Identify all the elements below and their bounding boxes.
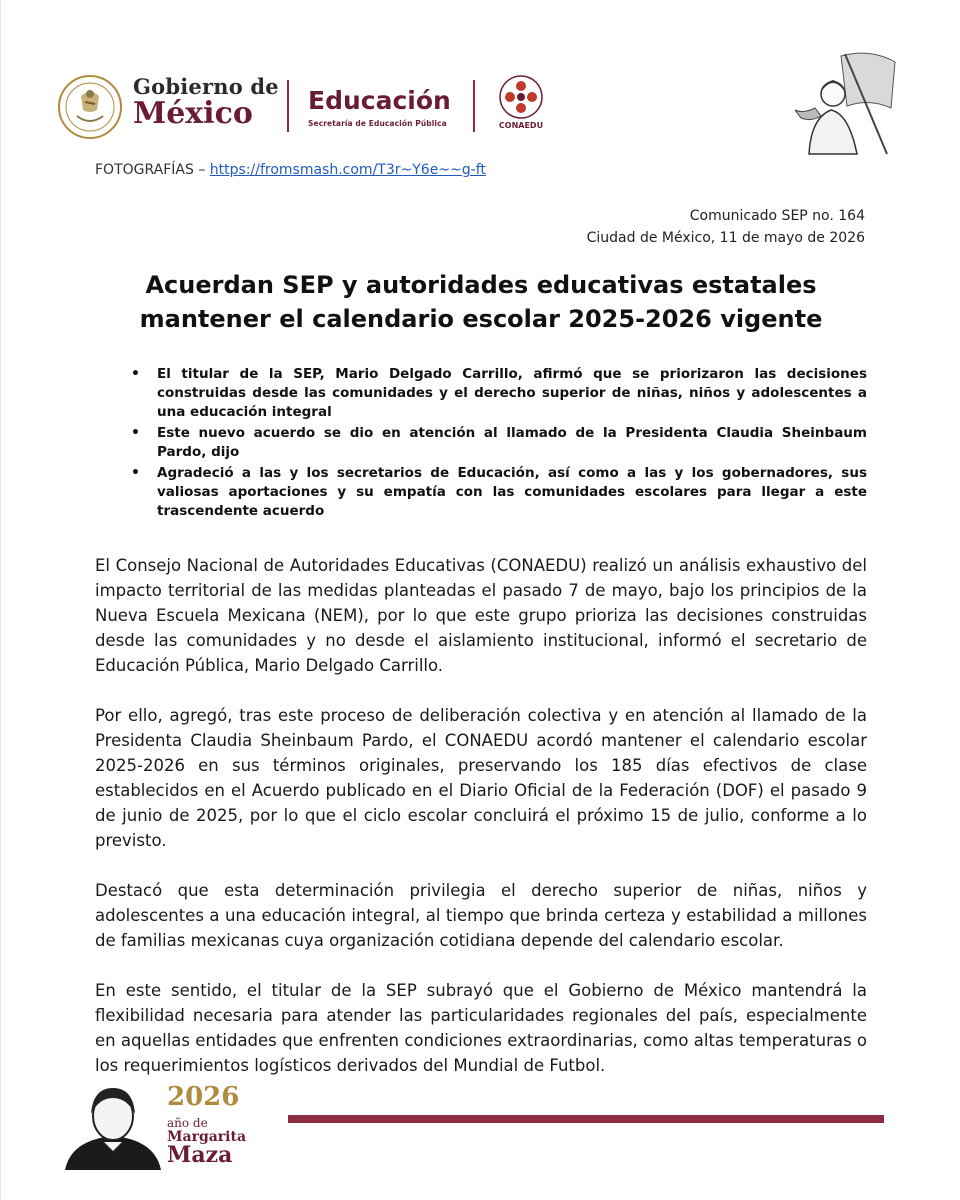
- paragraph: En este sentido, el titular de la SEP subrayó que el Gobierno de México mantendrá la flexibilidad necesaria para atender las particularidades regionales del país, especialmente en aquellas entidades que enfrenten condiciones extraordinarias, como altas temperaturas o los requerimientos logísticos derivados del Mundial de Futbol.: [95, 981, 867, 1075]
- bullet-item: • Este nuevo acuerdo se dio en atención al llamado de la Presidenta Claudia Sheinbaum Pardo, dijo: [131, 424, 867, 462]
- header-logos: [53, 70, 573, 140]
- paragraph: Por ello, agregó, tras este proceso de deliberación colectiva y en atención al llamado de la Presidenta Claudia Sheinbaum Pardo, el CONAEDU acordó mantener el calendario escolar 2025-2026 en sus términos originales, preservando los 185 días efectivos de clase establecidos en el Acuerdo publicado en el Diario Oficial de la Federación (DOF) el pasado 9 de junio de 2025, por lo que el ciclo escolar concluirá el próximo 15 de julio, conforme a lo previsto.: [95, 706, 867, 850]
- badge-year: 2026: [167, 1082, 240, 1112]
- communique-number: Comunicado SEP no. 164: [689, 208, 865, 224]
- portrait-illustration-icon: [61, 1080, 165, 1170]
- margarita-maza-badge: [61, 1080, 261, 1172]
- badge-name-first: Margarita: [167, 1129, 247, 1145]
- gobierno-line1: Gobierno de: [133, 74, 279, 99]
- educacion-wordmark: [308, 86, 451, 128]
- conaedu-logo: [491, 74, 551, 140]
- summary-bullets: [131, 365, 867, 523]
- header-divider: [287, 80, 289, 132]
- headline: Acuerdan SEP y autoridades educativas estatales mantener el calendario escolar 2025-2026 vigente: [139, 271, 823, 333]
- photos-line: [95, 162, 486, 178]
- bullet-item: • El titular de la SEP, Mario Delgado Carrillo, afirmó que se priorizaron las decisiones construidas desde las comunidades y el derecho superior de niñas, niños y adolescentes a una educación integral: [131, 365, 867, 422]
- gobierno-de-mexico-wordmark: [133, 76, 279, 129]
- photos-label: FOTOGRAFÍAS –: [95, 162, 206, 178]
- photos-link[interactable]: https://fromsmash.com/T3r~Y6e~~g-ft: [209, 162, 486, 178]
- badge-subtitle: año de: [167, 1116, 208, 1130]
- educacion-subtitle: Secretaría de Educación Pública: [308, 119, 447, 128]
- gobierno-line2: México: [133, 96, 253, 131]
- mexico-coat-of-arms-icon: [57, 74, 123, 140]
- educacion-title: Educación: [308, 86, 451, 115]
- communique-meta: [587, 205, 865, 249]
- footer-bar: [288, 1115, 884, 1123]
- woman-with-flag-illustration-icon: [791, 48, 901, 156]
- article-body: [95, 553, 867, 1103]
- badge-name-last: Maza: [167, 1142, 233, 1168]
- paragraph: Destacó que esta determinación privilegia el derecho superior de niñas, niños y adolescentes a una educación integral, al tiempo que brinda certeza y estabilidad a millones de familias mexicanas cuya organización cotidiana depende del calendario escolar.: [95, 881, 867, 950]
- conaedu-emblem-icon: [498, 74, 544, 120]
- header-divider: [473, 80, 475, 132]
- paragraph: El Consejo Nacional de Autoridades Educativas (CONAEDU) realizó un análisis exhaustivo del impacto territorial de las medidas planteadas el pasado 7 de mayo, bajo los principios de la Nueva Escuela Mexicana (NEM), por lo que este grupo prioriza las decisiones construidas desde las comunidades y no desde el aislamiento institucional, informó el secretario de Educación Pública, Mario Delgado Carrillo.: [95, 556, 867, 675]
- conaedu-label: CONAEDU: [498, 121, 544, 130]
- place-date: Ciudad de México, 11 de mayo de 2026: [586, 230, 865, 246]
- bullet-item: • Agradeció a las y los secretarios de Educación, así como a las y los gobernadores, sus valiosas aportaciones y su empatía con las comunidades escolares para llegar a este trascendente acuerdo: [131, 464, 867, 521]
